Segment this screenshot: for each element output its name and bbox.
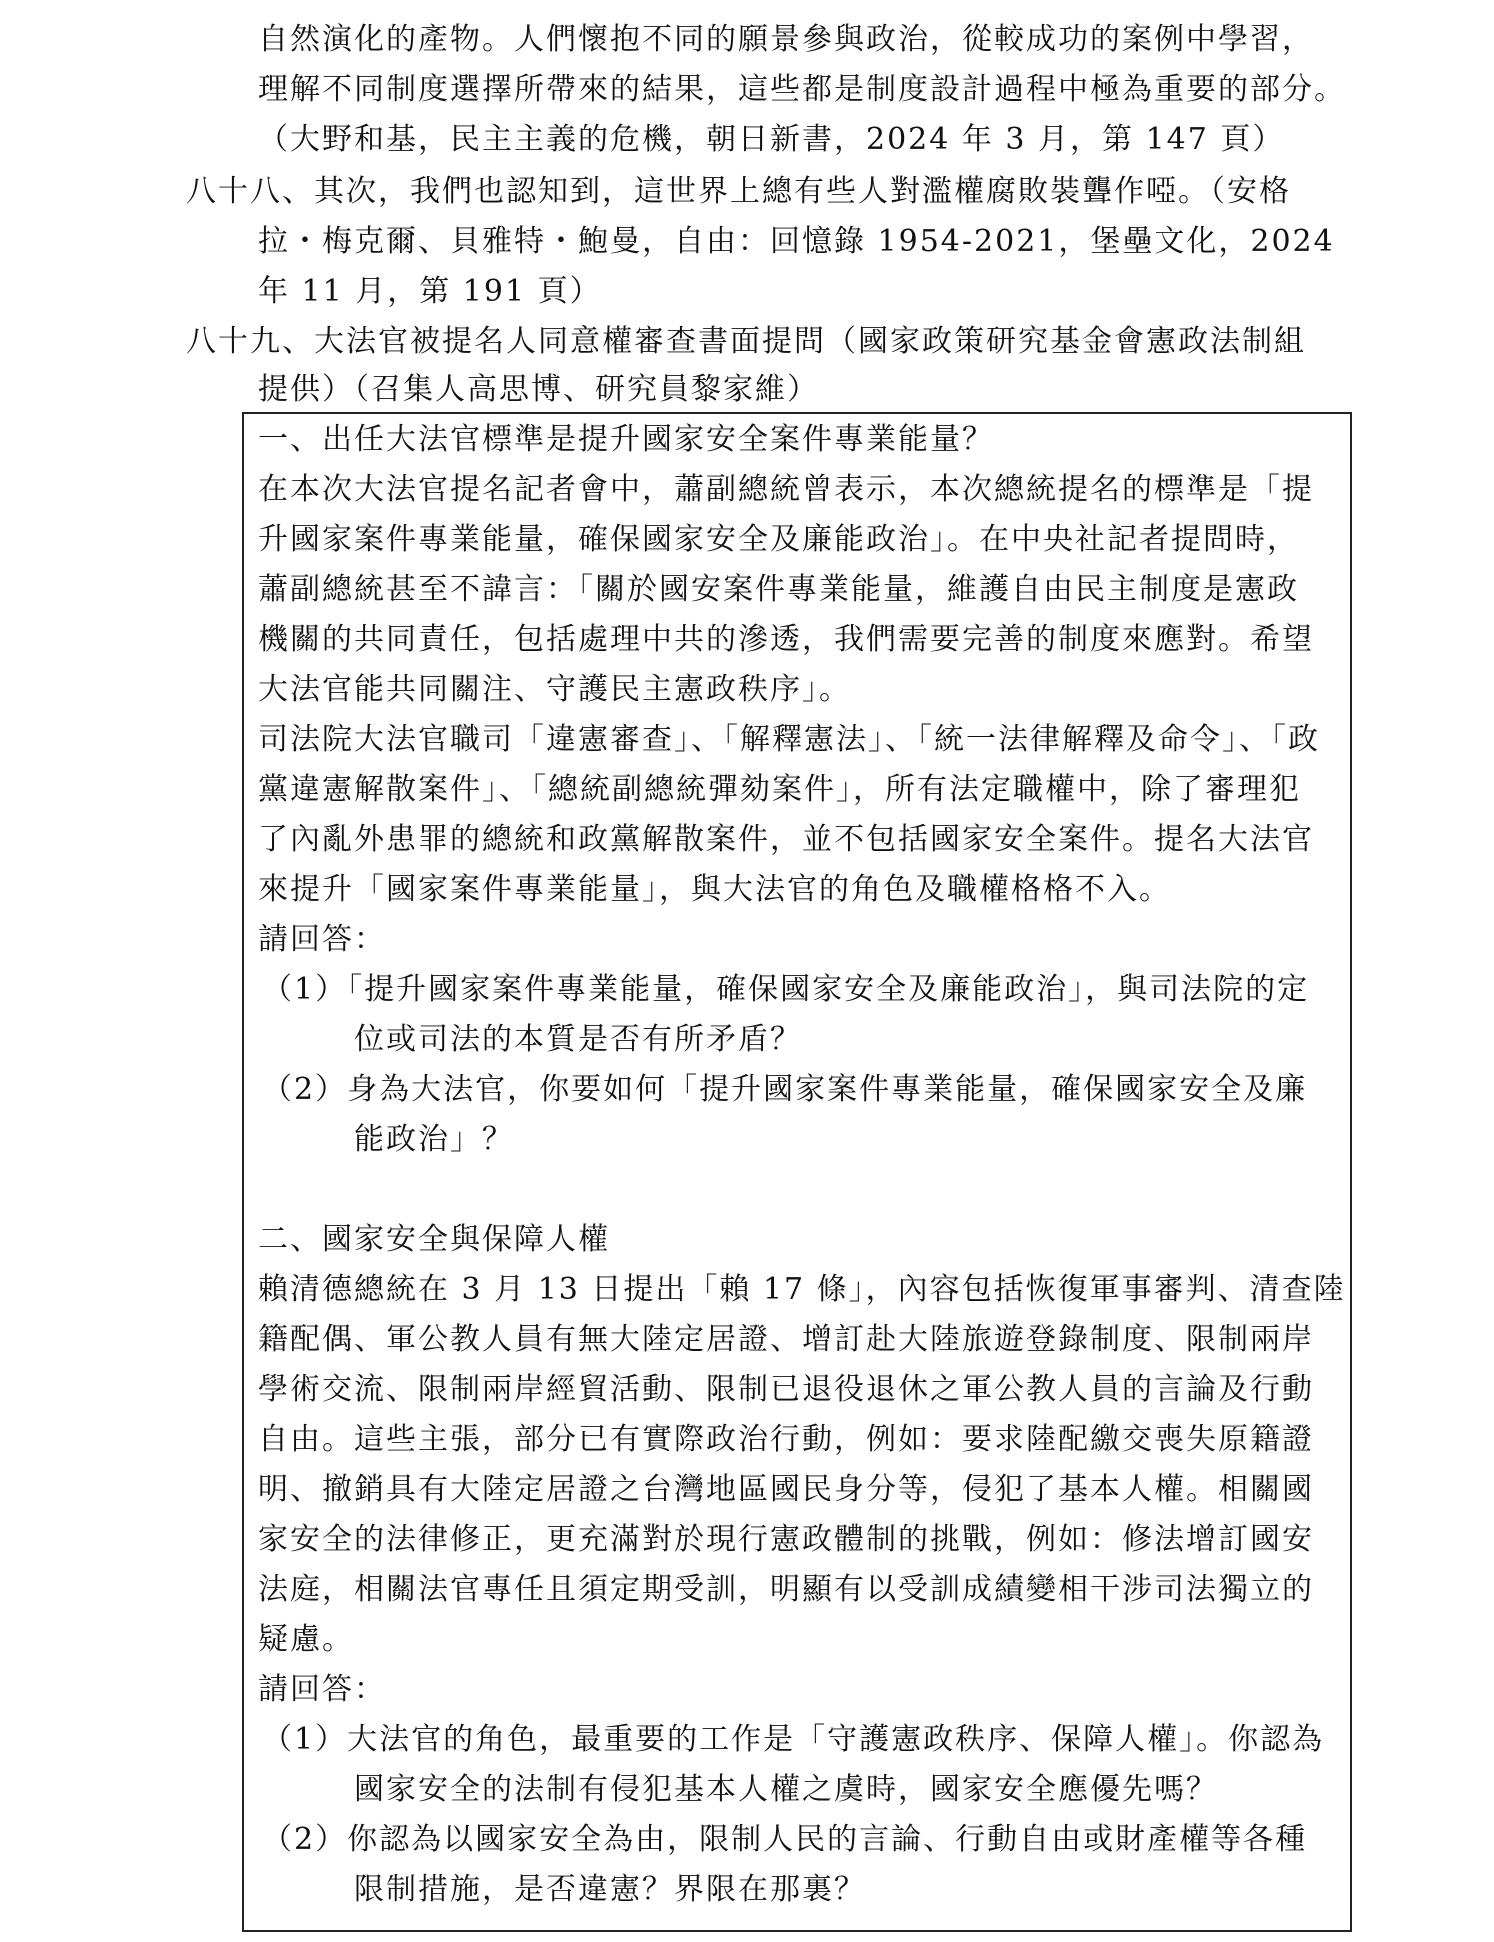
- section-2-question-1-line-1: （1）大法官的角色，最重要的工作是「守護憲政秩序、保障人權」。你認為: [262, 1722, 1325, 1757]
- top-paragraph-citation: （大野和基，民主主義的危機，朝日新書，2024 年 3 月，第 147 頁）: [258, 122, 1285, 157]
- section-2-body-line: 法庭，相關法官專任且須定期受訓，明顯有以受訓成績變相干涉司法獨立的: [258, 1572, 1314, 1607]
- section-1-body-line: 司法院大法官職司「違憲審查」、「解釋憲法」、「統一法律解釋及命令」、「政: [258, 722, 1320, 757]
- section-2-body-line: 自由。這些主張，部分已有實際政治行動，例如：要求陸配繳交喪失原籍證: [258, 1422, 1314, 1457]
- section-2-body-line: 籍配偶、軍公教人員有無大陸定居證、增訂赴大陸旅遊登錄制度、限制兩岸: [258, 1322, 1314, 1357]
- section-1-title: 一、出任大法官標準是提升國家安全案件專業能量？: [258, 422, 994, 457]
- section-1-body-line: 了內亂外患罪的總統和政黨解散案件，並不包括國家安全案件。提名大法官: [258, 822, 1314, 857]
- section-1-question-1-line-1: （1）「提升國家案件專業能量，確保國家安全及廉能政治」，與司法院的定: [262, 972, 1310, 1007]
- section-2-body-line: 明、撤銷具有大陸定居證之台灣地區國民身分等，侵犯了基本人權。相關國: [258, 1472, 1314, 1507]
- section-1-question-2-line-1: （2）身為大法官，你要如何「提升國家案件專業能量，確保國家安全及廉: [262, 1072, 1308, 1107]
- section-1-body-line: 黨違憲解散案件」、「總統副總統彈劾案件」，所有法定職權中，除了審理犯: [258, 772, 1301, 807]
- section-1-body-line: 蕭副總統甚至不諱言：「關於國安案件專業能量，維護自由民主制度是憲政: [258, 572, 1299, 607]
- item-88-line-2: 拉・梅克爾、貝雅特・鮑曼，自由：回憶錄 1954-2021，堡壘文化，2024: [258, 224, 1335, 259]
- top-paragraph-line-2: 理解不同制度選擇所帶來的結果，這些都是制度設計過程中極為重要的部分。: [258, 72, 1346, 107]
- section-1-body-line: 升國家案件專業能量，確保國家安全及廉能政治」。在中央社記者提問時，: [258, 522, 1299, 557]
- section-2-body-line: 疑慮。: [258, 1622, 354, 1657]
- section-2-body-line: 家安全的法律修正，更充滿對於現行憲政體制的挑戰，例如：修法增訂國安: [258, 1522, 1314, 1557]
- section-2-title: 二、國家安全與保障人權: [258, 1222, 610, 1257]
- section-1-body-line: 來提升「國家案件專業能量」，與大法官的角色及職權格格不入。: [258, 872, 1171, 907]
- top-paragraph-line-1: 自然演化的產物。人們懷抱不同的願景參與政治，從較成功的案例中學習，: [258, 22, 1314, 57]
- section-1-question-1-line-2: 位或司法的本質是否有所矛盾？: [354, 1022, 802, 1057]
- section-1-answer-prompt: 請回答：: [258, 922, 386, 957]
- item-89-line-1: 八十九、大法官被提名人同意權審查書面提問（國家政策研究基金會憲政法制組: [186, 324, 1306, 359]
- item-89-line-2: 提供）（召集人高思博、研究員黎家維）: [258, 372, 819, 407]
- section-2-question-1-line-2: 國家安全的法制有侵犯基本人權之虞時，國家安全應優先嗎？: [354, 1772, 1218, 1807]
- section-1-body-line: 大法官能共同關注、守護民主憲政秩序」。: [258, 672, 851, 707]
- section-1-body-line: 機關的共同責任，包括處理中共的滲透，我們需要完善的制度來應對。希望: [258, 622, 1314, 657]
- section-2-question-2-line-1: （2）你認為以國家安全為由，限制人民的言論、行動自由或財產權等各種: [262, 1822, 1308, 1857]
- section-2-question-2-line-2: 限制措施，是否違憲？界限在那裏？: [354, 1872, 866, 1907]
- section-2-answer-prompt: 請回答：: [258, 1672, 386, 1707]
- section-1-body-line: 在本次大法官提名記者會中，蕭副總統曾表示，本次總統提名的標準是「提: [258, 472, 1314, 507]
- section-2-body-line: 賴清德總統在 3 月 13 日提出「賴 17 條」，內容包括恢復軍事審判、清查陸: [258, 1272, 1346, 1307]
- item-88-line-3: 年 11 月，第 191 頁）: [258, 274, 602, 309]
- section-2-body-line: 學術交流、限制兩岸經貿活動、限制已退役退休之軍公教人員的言論及行動: [258, 1372, 1314, 1407]
- item-88-line-1: 八十八、其次，我們也認知到，這世界上總有些人對濫權腐敗裝聾作啞。（安格: [186, 174, 1291, 209]
- section-1-question-2-line-2: 能政治」？: [354, 1122, 514, 1157]
